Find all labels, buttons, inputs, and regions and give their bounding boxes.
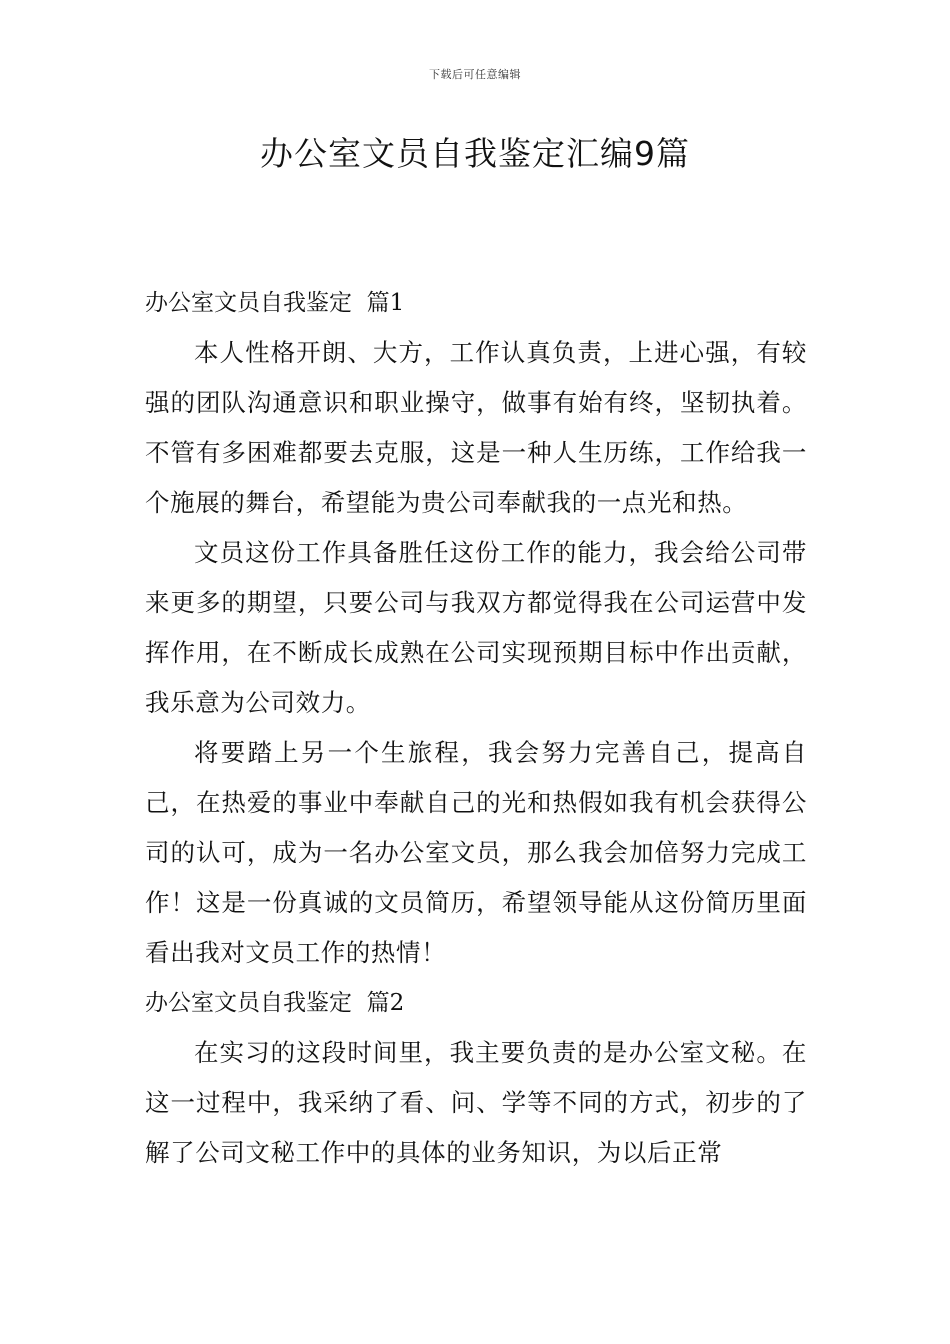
section-2	[145, 978, 807, 1178]
section-1	[145, 278, 807, 978]
paragraph: 本人性格开朗、大方，工作认真负责，上进心强，有较强的团队沟通意识和职业操守，做事有始有终，坚韧执着。不管有多困难都要去克服，这是一种人生历练，工作给我一个施展的舞台，希望能为贵公司奉献我的一点光和热。	[145, 338, 807, 517]
document-body	[145, 278, 807, 1178]
document-title: 办公室文员自我鉴定汇编9篇	[260, 134, 690, 173]
paragraph: 将要踏上另一个生旅程，我会努力完善自己，提高自己，在热爱的事业中奉献自己的光和热假如我有机会获得公司的认可，成为一名办公室文员，那么我会加倍努力完成工作！这是一份真诚的文员简历，希望领导能从这份简历里面看出我对文员工作的热情！	[145, 738, 807, 967]
header-note: 下载后可任意编辑	[429, 68, 521, 81]
paragraph: 文员这份工作具备胜任这份工作的能力，我会给公司带来更多的期望，只要公司与我双方都觉得我在公司运营中发挥作用，在不断成长成熟在公司实现预期目标中作出贡献，我乐意为公司效力。	[145, 538, 807, 717]
section-heading: 办公室文员自我鉴定 篇2	[145, 990, 405, 1016]
paragraph: 在实习的这段时间里，我主要负责的是办公室文秘。在这一过程中，我采纳了看、问、学等不同的方式，初步的了解了公司文秘工作中的具体的业务知识，为以后正常	[145, 1038, 807, 1167]
section-heading: 办公室文员自我鉴定 篇1	[145, 290, 405, 316]
